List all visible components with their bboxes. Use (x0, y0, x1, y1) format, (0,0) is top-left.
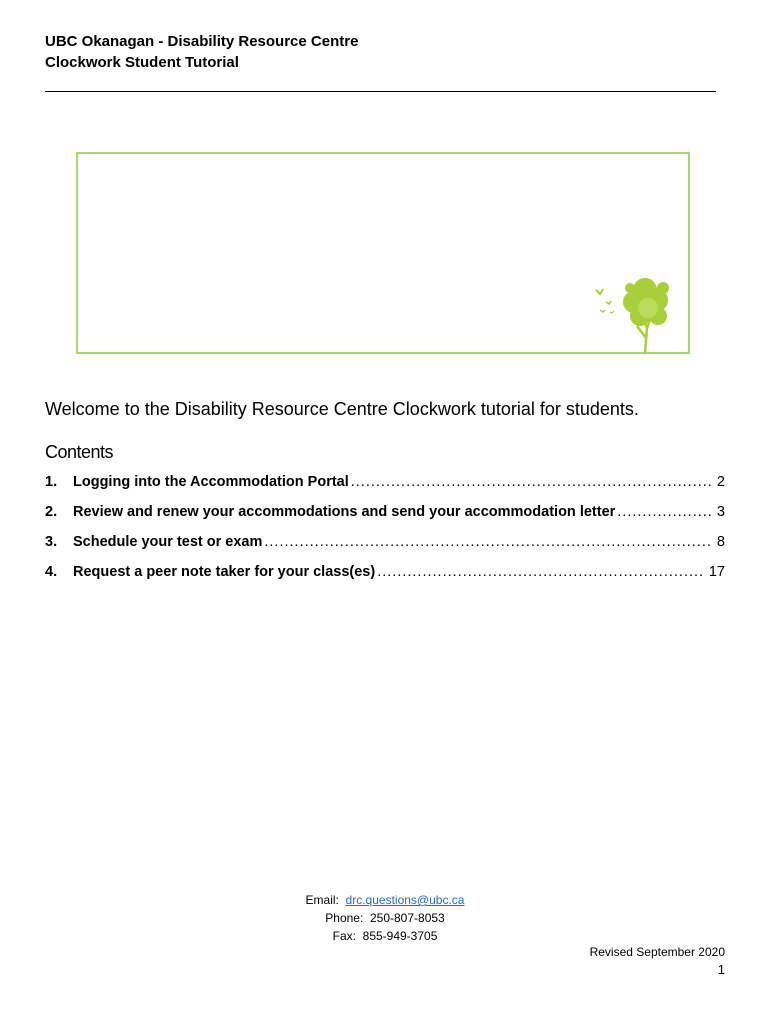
header-title: Clockwork Student Tutorial (45, 54, 239, 71)
toc-item-title[interactable]: Request a peer note taker for your class(es) (73, 564, 376, 580)
toc-item[interactable] (45, 527, 725, 557)
fax-line (240, 927, 530, 945)
toc-leader-dots (351, 467, 713, 497)
toc-leader-dots (377, 557, 705, 587)
table-of-contents (45, 467, 725, 587)
contact-block (240, 891, 530, 945)
toc-item-page[interactable]: 2 (716, 474, 725, 490)
contents-heading: Contents (45, 442, 114, 462)
toc-item-page[interactable]: 17 (708, 564, 725, 580)
toc-item[interactable] (45, 497, 725, 527)
toc-item-number: 4. (45, 564, 58, 580)
phone-line (240, 909, 530, 927)
email-line (240, 891, 530, 909)
banner-box (76, 152, 690, 354)
tree-with-birds-icon (590, 268, 680, 354)
toc-leader-dots (264, 527, 713, 557)
toc-item-title[interactable]: Schedule your test or exam (73, 534, 263, 550)
phone-label: Phone: (325, 911, 364, 925)
email-link[interactable]: drc.questions@ubc.ca (345, 893, 465, 907)
fax-label: Fax: (332, 929, 356, 943)
welcome-text: Welcome to the Disability Resource Centre Clockwork tutorial for students. (45, 399, 639, 419)
toc-leader-dots (617, 497, 713, 527)
header-divider (45, 91, 716, 92)
fax-number: 855-949-3705 (362, 929, 438, 943)
page-number: 1 (717, 962, 725, 977)
toc-item-title[interactable]: Logging into the Accommodation Portal (73, 474, 349, 490)
toc-item[interactable] (45, 467, 725, 497)
header-organization: UBC Okanagan - Disability Resource Centre (45, 33, 359, 50)
toc-item-title[interactable]: Review and renew your accommodations and send your accommodation letter (73, 504, 616, 520)
toc-item[interactable] (45, 557, 725, 587)
revision-date: Revised September 2020 (589, 945, 725, 959)
toc-item-page[interactable]: 8 (716, 534, 725, 550)
email-label: Email: (305, 893, 339, 907)
phone-number: 250-807-8053 (369, 911, 445, 925)
toc-item-page[interactable]: 3 (716, 504, 725, 520)
document-header (45, 31, 358, 73)
toc-item-number: 3. (45, 534, 58, 550)
toc-item-number: 1. (45, 474, 58, 490)
toc-item-number: 2. (45, 504, 58, 520)
